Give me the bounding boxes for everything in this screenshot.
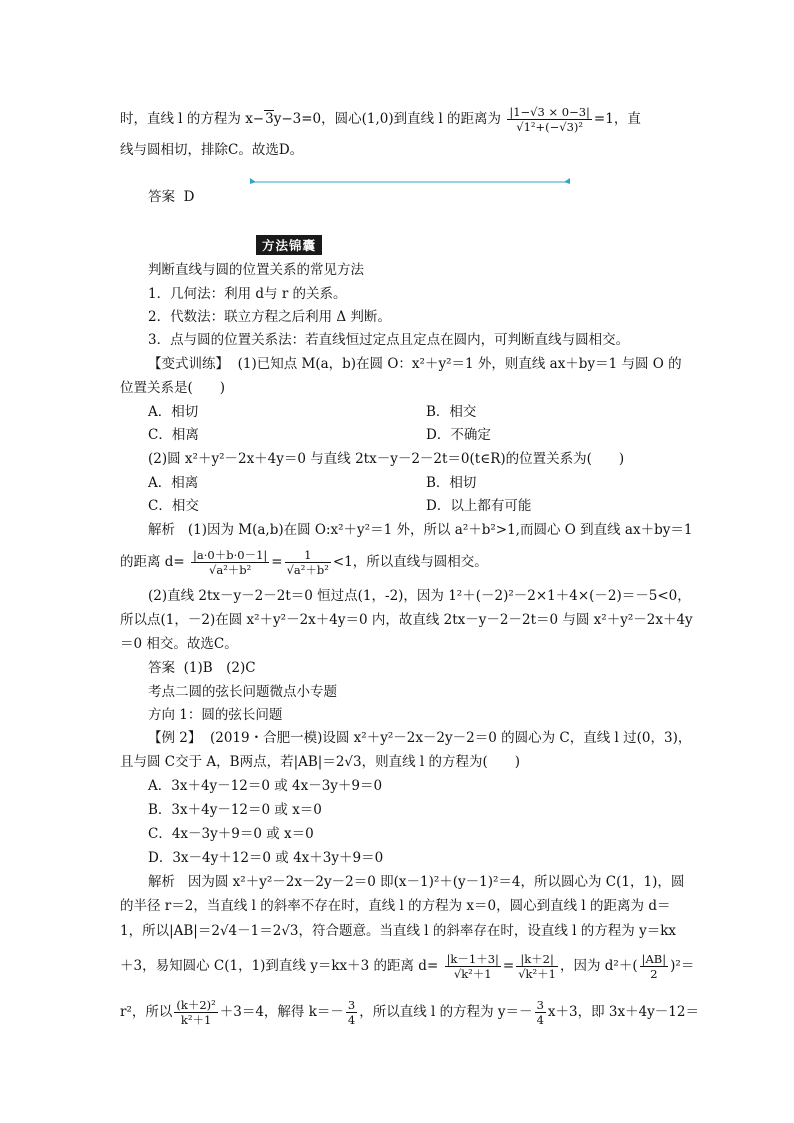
solution2-text-5b: ＋3＝4，解得 k＝－ (219, 1004, 344, 1020)
solution1-frac-2 (285, 548, 331, 577)
answer-label: 答案 (148, 660, 175, 676)
topic-direction (148, 705, 282, 725)
solution2-label: 解析 (148, 874, 175, 890)
variant-q2-opt-b (426, 473, 476, 493)
q2-opt-c-text: C．相交 (148, 498, 199, 514)
variant-q1-opt-a (148, 402, 198, 422)
example2-opt-d (148, 848, 383, 868)
solution2-frac-6 (535, 998, 546, 1027)
solution1-text-3: (2)直线 2tx－y－2－2t＝0 恒过点(1，-2)，因为 1²＋(－2)²－2×1＋4×(－2)＝－5<0， (148, 588, 691, 604)
solution2-frac-3 (640, 952, 669, 981)
solution1-text-1: (1)因为 M(a,b)在圆 O:x²＋y²＝1 外，所以 a²＋b²>1,而圆心 O 到直线 ax＋by＝1 (187, 522, 693, 538)
frac-num: |k－1＋3| (446, 952, 499, 966)
solution2-text-5a: r²，所以 (120, 1004, 173, 1020)
opt-b-text: B．相交 (426, 404, 477, 420)
solution2-text-5d: x＋3，即 3x＋4y－12＝ (547, 1004, 699, 1020)
frac-den: k²＋1 (180, 1013, 212, 1027)
topic-direction-text: 方向 1：圆的弦长问题 (148, 707, 283, 723)
answer-value: D (183, 189, 195, 205)
solution1-line-2: 的距离 d= $\frac{|a\cdot 0+b\cdot 0-1|}{\text{√a²＋b²}}$ = $\frac{1}{\text{√a²＋b²}}$ <1，所以直线与圆相交。 (120, 548, 488, 577)
solution1-text-4: 所以点(1，－2)在圆 x²＋y²－2x＋4y＝0 内，故直线 2tx－y－2－2t＝0 与圆 x²＋y²－2x＋4y (120, 612, 693, 628)
intro-text-2: 线与圆相切，排除C。故选D。 (120, 142, 304, 158)
solution1-text-2a: 的距离 d= (120, 554, 185, 570)
frac-den: 2 (650, 967, 658, 981)
method-item-1 (148, 284, 347, 304)
frac-den: √1²+(−√3)² (516, 120, 584, 134)
frac-den: 4 (347, 1013, 356, 1027)
frac-num: |1−√3 × 0−3| (509, 105, 590, 119)
solution2-frac-2 (516, 952, 558, 981)
answer-value: (1)B (2)C (183, 660, 256, 676)
method-title (148, 260, 364, 280)
frac-num: |a·0＋b·0－1| (193, 548, 268, 562)
example2-opt-a (148, 776, 382, 796)
method-tag: 方法锦囊 (256, 235, 322, 255)
variant-q1-line-1 (148, 354, 682, 374)
solution2-line-4: ＋3，易知圆心 C(1，1)到直线 y＝kx＋3 的距离 d= $\frac{|k-1+3|}{\text{√k²＋1}}$ = $\frac{|k+2|}{\text{√k²＋1}}$ ，因为 d²＋( $\frac{|AB|}{2}$ )²＝ (120, 952, 695, 981)
method-item-3-text: 3．点与圆的位置关系法：若直线恒过定点且定点在圆内，可判断直线与圆相交。 (148, 332, 630, 348)
variant-q1-opt-b (426, 402, 476, 422)
solution1-line-3 (148, 586, 691, 606)
frac-num: 3 (536, 998, 544, 1012)
solution2-frac-5 (346, 998, 357, 1027)
q2-opt-d-text: D．以上都有可能 (426, 498, 532, 514)
topic-heading (148, 682, 337, 702)
section-divider (250, 178, 570, 186)
frac-den: √a²＋b² (286, 563, 329, 577)
variant-q2-opt-a (148, 473, 198, 493)
answer-2 (148, 658, 256, 678)
example2-text-2: 且与圆 C交于 A，B两点，若|AB|＝2√3，则直线 l 的方程为( ) (120, 754, 521, 770)
method-item-3 (148, 330, 629, 350)
opt-d-text: D．不确定 (426, 427, 491, 443)
opt-a-text: A．相切 (148, 404, 199, 420)
method-item-1-text: 1．几何法：利用 d与 r 的关系。 (148, 286, 347, 302)
variant-q1-opt-d (426, 425, 491, 445)
ex2-opt-b-text: B．3x＋4y－12＝0 或 x＝0 (148, 802, 322, 818)
intro-text-c: y−3=0，圆心(1,0)到直线 l 的距离为 (273, 111, 502, 127)
frac-den: 4 (536, 1013, 544, 1027)
example2-opt-c (148, 824, 314, 844)
solution1-text-5: ＝0 相交。故选C。 (120, 636, 238, 652)
distance-fraction (507, 105, 592, 134)
frac-num: 3 (347, 998, 356, 1012)
solution2-text-4b: ，因为 d²＋ (559, 958, 633, 974)
variant-q1-text-2: 位置关系是( ) (120, 380, 226, 396)
solution1-line-4 (120, 610, 693, 630)
intro-line-2 (120, 140, 303, 160)
variant-q1-text: (1)已知点 M(a，b)在圆 O：x²＋y²＝1 外，则直线 ax＋by＝1 与圆 O 的 (237, 356, 682, 372)
variant-q1-opt-c (148, 425, 199, 445)
ex2-opt-d-text: D．3x－4y＋12＝0 或 4x＋3y＋9＝0 (148, 850, 384, 866)
example2-opt-b (148, 800, 322, 820)
solution2-line-5 (120, 998, 699, 1027)
example2-line-1 (148, 728, 691, 748)
solution1-label: 解析 (148, 522, 175, 538)
opt-c-text: C．相离 (148, 427, 199, 443)
variant-q1-line-2 (120, 378, 225, 398)
example2-line-2 (120, 752, 520, 772)
solution1-line-5 (120, 634, 238, 654)
frac-den: √k²＋1 (453, 967, 492, 981)
q2-opt-b-text: B．相切 (426, 475, 477, 491)
method-title-text: 判断直线与圆的位置关系的常见方法 (148, 262, 364, 278)
solution2-text-1: 因为圆 x²＋y²－2x－2y－2＝0 即(x－1)²＋(y－1)²＝4，所以圆心为 C(1，1)，圆 (187, 874, 685, 890)
solution2-frac-1 (445, 952, 501, 981)
solution2-text-4a: ＋3，易知圆心 C(1，1)到直线 y＝kx＋3 的距离 d= (120, 958, 439, 974)
sqrt-3: 3 (265, 111, 274, 127)
intro-line-1 (120, 105, 641, 134)
solution2-text-5c: ，所以直线 l 的方程为 y＝－ (359, 1004, 533, 1020)
solution2-text-4c: ²＝ (675, 958, 695, 974)
solution2-frac-4 (174, 998, 217, 1027)
intro-text-a: 时，直线 l 的方程为 x− (120, 111, 265, 127)
solution1-frac-1 (191, 548, 269, 577)
frac-num: |AB| (641, 952, 667, 966)
method-item-2-text: 2．代数法：联立方程之后利用 Δ 判断。 (148, 309, 391, 325)
frac-num: 1 (285, 548, 331, 563)
solution1-text-2b: <1，所以直线与圆相交。 (332, 554, 488, 570)
solution1-line-1 (148, 520, 692, 540)
solution2-line-3 (120, 921, 676, 941)
frac-den: √a²＋b² (209, 563, 252, 577)
intro-text-d: =1，直 (593, 111, 641, 127)
answer-1 (148, 187, 194, 207)
topic-heading-text: 考点二圆的弦长问题微点小专题 (148, 684, 337, 700)
variant-q2-opt-d (426, 496, 531, 516)
q2-opt-a-text: A．相离 (148, 475, 199, 491)
solution2-text-2: 的半径 r＝2，当直线 l 的斜率不存在时，直线 l 的方程为 x＝0，圆心到直线 l 的距离为 d＝ (120, 898, 671, 914)
answer-label: 答案 (148, 189, 175, 205)
example2-label: 【例 2】 (148, 730, 202, 746)
method-item-2 (148, 307, 391, 327)
example2-text-1: (2019・合肥一模)设圆 x²＋y²－2x－2y－2＝0 的圆心为 C，直线 l 过(0，3)， (209, 730, 692, 746)
frac-num: (k＋2)² (176, 998, 216, 1012)
solution2-line-1 (148, 872, 684, 892)
frac-num: |k＋2| (516, 952, 558, 967)
variant-q2-opt-c (148, 496, 199, 516)
frac-den: √k²＋1 (518, 967, 556, 981)
variant-q2-text: (2)圆 x²＋y²－2x＋4y＝0 与直线 2tx－y－2－2t＝0(t∈R)的位置关系为( ) (148, 451, 625, 467)
ex2-opt-a-text: A．3x＋4y－12＝0 或 4x－3y＋9＝0 (148, 778, 383, 794)
solution2-text-3: 1，所以|AB|＝2√4－1＝2√3，符合题意。当直线 l 的斜率存在时，设直线 l 的方程为 y＝kx (120, 923, 677, 939)
solution2-line-2 (120, 896, 670, 916)
variant-q2-line-1 (148, 449, 624, 469)
variant-label: 【变式训练】 (148, 356, 229, 372)
ex2-opt-c-text: C．4x－3y＋9＝0 或 x＝0 (148, 826, 314, 842)
